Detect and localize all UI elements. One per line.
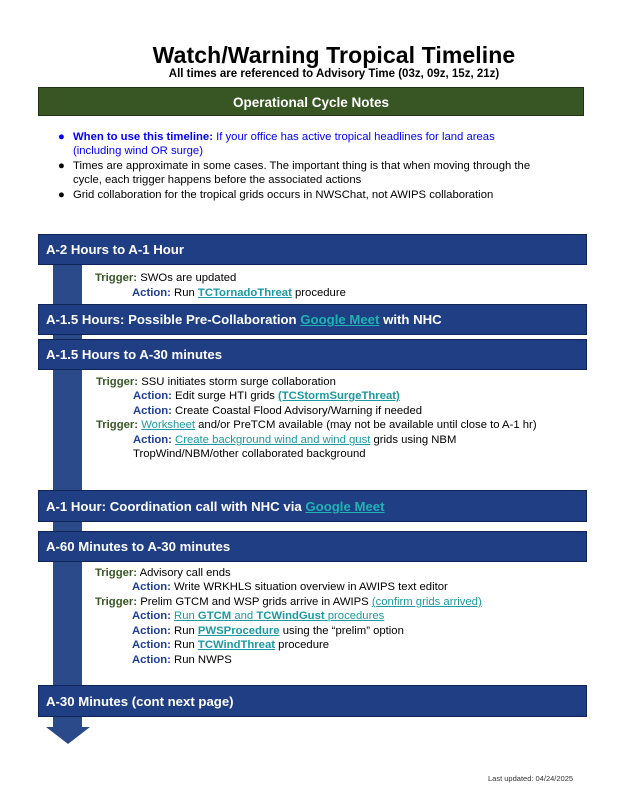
section-header-a15-to-a30: A-1.5 Hours to A-30 minutes [38, 339, 587, 370]
link-text-bold: TCWindGust [256, 610, 325, 622]
google-meet-link[interactable]: Google Meet [305, 499, 385, 514]
cycle-notes-list [56, 131, 586, 205]
section-title: A-1 Hour: Coordination call with NHC via [46, 499, 302, 514]
tcwindthreat-link[interactable]: TCWindThreat [197, 639, 276, 651]
bullet-icon: ● [58, 131, 65, 143]
gtcm-tcwindgust-link[interactable] [174, 610, 384, 622]
action-text: grids using NBM [373, 434, 457, 446]
trigger-text: SSU initiates storm surge collaboration [141, 376, 336, 388]
link-text: Run [174, 610, 195, 622]
action-label: Action: [132, 287, 171, 299]
trigger-text: Prelim GTCM and WSP grids arrive in AWIPS [140, 596, 369, 608]
section-title-post: with NHC [383, 312, 442, 327]
bullet-icon: ● [58, 160, 65, 172]
action-text: Create Coastal Flood Advisory/Warning if needed [175, 405, 423, 417]
action-row-cont [133, 447, 366, 462]
action-text: using the “prelim” option [282, 625, 404, 637]
action-text: procedure [278, 639, 330, 651]
trigger-row [96, 375, 336, 390]
trigger-row [95, 271, 236, 286]
worksheet-link[interactable]: Worksheet [141, 419, 195, 431]
action-label: Action: [132, 639, 171, 651]
link-text-bold: GTCM [197, 610, 232, 622]
tcstormsurgethreat-link[interactable]: (TCStormSurgeThreat) [278, 390, 400, 402]
action-label: Action: [133, 434, 172, 446]
page-subtitle: All times are referenced to Advisory Time (03z, 09z, 15z, 21z) [168, 68, 500, 80]
action-row [133, 404, 422, 419]
section-header-a60-to-a30: A-60 Minutes to A-30 minutes [38, 531, 587, 562]
action-row [132, 609, 384, 624]
action-row [132, 638, 329, 653]
trigger-text: Advisory call ends [139, 567, 231, 579]
note-item [56, 189, 586, 203]
action-row [133, 389, 400, 404]
action-row [132, 286, 346, 301]
note-text: If your office has active tropical headlines for land areas [216, 131, 495, 143]
action-text: Run [174, 287, 195, 299]
action-text: Write WRKHLS situation overview in AWIPS text editor [174, 581, 448, 593]
action-label: Action: [133, 390, 172, 402]
action-label: Action: [132, 625, 171, 637]
confirm-grids-link[interactable]: (confirm grids arrived) [371, 596, 482, 608]
timeline-arrow-down-icon [46, 727, 90, 744]
action-text: Run [174, 639, 195, 651]
action-row [132, 580, 448, 595]
action-row [132, 653, 232, 668]
trigger-label: Trigger: [95, 567, 138, 579]
action-row [132, 624, 404, 639]
action-label: Action: [132, 654, 171, 666]
trigger-label: Trigger: [96, 376, 139, 388]
note-text-cont: cycle, each trigger happens before the associated actions [73, 173, 362, 186]
create-background-wind-link[interactable]: Create background wind and wind gust [175, 434, 371, 446]
section-header-a30: A-30 Minutes (cont next page) [38, 685, 587, 717]
trigger-text: SWOs are updated [140, 272, 237, 284]
link-text: and [234, 610, 254, 622]
trigger-label: Trigger: [96, 419, 139, 431]
bullet-icon: ● [58, 189, 65, 201]
action-text-cont: TropWind/NBM/other collaborated background [133, 448, 366, 460]
cycle-notes-header: Operational Cycle Notes [38, 87, 584, 116]
google-meet-link[interactable]: Google Meet [300, 312, 380, 327]
action-label: Action: [132, 581, 171, 593]
note-text-cont: (including wind OR surge) [73, 144, 203, 157]
link-text: procedures [327, 610, 385, 622]
section-title: A-1.5 Hours: Possible Pre-Collaboration [46, 312, 297, 327]
note-text: Times are approximate in some cases. The important thing is that when moving through the [73, 160, 531, 172]
trigger-row [96, 418, 537, 433]
note-text: Grid collaboration for the tropical grids occurs in NWSChat, not AWIPS collaboration [73, 189, 494, 201]
trigger-text: and/or PreTCM available (may not be available until close to A-1 hr) [198, 419, 537, 431]
action-text: procedure [295, 287, 346, 299]
note-item [56, 160, 586, 187]
note-item [56, 131, 586, 158]
action-row [133, 433, 456, 448]
pwsprocedure-link[interactable]: PWSProcedure [197, 625, 280, 637]
note-label: When to use this timeline: [73, 131, 213, 143]
tctornadothreat-link[interactable]: TCTornadoThreat [197, 287, 292, 299]
trigger-label: Trigger: [95, 596, 138, 608]
section-header-a2-to-a1: A-2 Hours to A-1 Hour [38, 234, 587, 265]
page-title: Watch/Warning Tropical Timeline [152, 42, 516, 68]
action-label: Action: [132, 610, 171, 622]
action-text: Edit surge HTI grids [175, 390, 275, 402]
section-header-pre-collab [38, 304, 587, 335]
trigger-row [95, 595, 482, 610]
action-text: Run [174, 625, 195, 637]
action-label: Action: [133, 405, 172, 417]
section-header-coordination-call [38, 490, 587, 522]
trigger-label: Trigger: [95, 272, 138, 284]
last-updated: Last updated: 04/24/2025 [488, 774, 574, 783]
trigger-row [95, 566, 231, 581]
action-text: Run NWPS [174, 654, 232, 666]
